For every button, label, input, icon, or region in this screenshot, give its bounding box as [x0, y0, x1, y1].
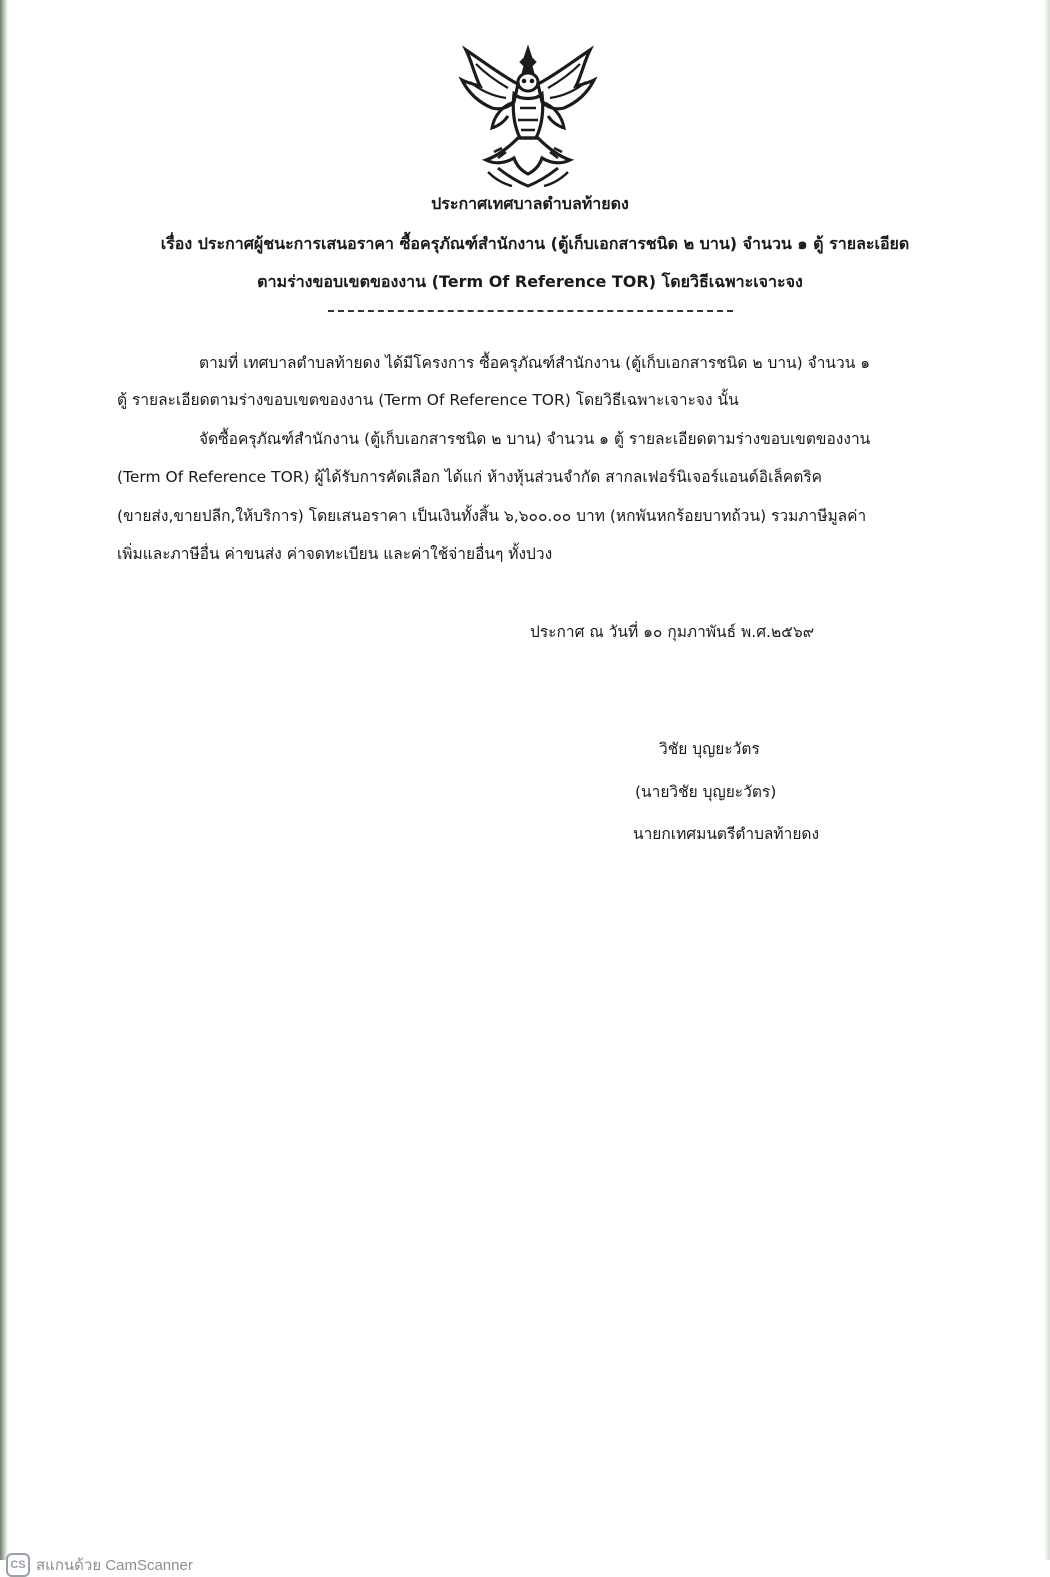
subject-line-2: ตามร่างขอบเขตของงาน (Term Of Reference TOR) โดยวิธีเฉพาะเจาะจง	[257, 272, 803, 291]
paragraph-2-line-1: จัดซื้อครุภัณฑ์สำนักงาน (ตู้เก็บเอกสารชนิด ๒ บาน) จำนวน ๑ ตู้ รายละเอียดตามร่างขอบเขตของงาน	[199, 430, 871, 448]
paragraph-1-line-2: ตู้ รายละเอียดตามร่างขอบเขตของงาน (Term Of Reference TOR) โดยวิธีเฉพาะเจาะจง นั้น	[117, 391, 739, 409]
signature-full-name: (นายวิชัย บุญยะวัตร)	[635, 783, 777, 801]
subject-line-1: เรื่อง ประกาศผู้ชนะการเสนอราคา ซื้อครุภัณฑ์สำนักงาน (ตู้เก็บเอกสารชนิด ๒ บาน) จำนวน ๑ ตู้ รายละเอียด	[160, 234, 910, 253]
signature-position: นายกเทศมนตรีตำบลท้ายดง	[633, 825, 820, 843]
paragraph-2-line-2: (Term Of Reference TOR) ผู้ได้รับการคัดเลือก ได้แก่ ห้างหุ้นส่วนจำกัด สากลเฟอร์นิเจอร์แอนด์อิเล็คตริค	[117, 468, 823, 486]
watermark-text: สแกนด้วย CamScanner	[36, 1557, 193, 1574]
paragraph-2-line-3: (ขายส่ง,ขายปลีก,ให้บริการ) โดยเสนอราคา เป็นเงินทั้งสิ้น ๖,๖๐๐.๐๐ บาท (หกพันหกร้อยบาทถ้วน) รวมภาษีมูลค่า	[117, 507, 867, 525]
scan-edge-left	[0, 0, 8, 1560]
paragraph-2-line-4: เพิ่มและภาษีอื่น ค่าขนส่ง ค่าจดทะเบียน และค่าใช้จ่ายอื่นๆ ทั้งปวง	[117, 545, 553, 563]
signature-name: วิชัย บุญยะวัตร	[659, 740, 760, 758]
garuda-emblem-icon	[458, 40, 598, 192]
camscanner-logo-icon: CS	[6, 1553, 30, 1577]
camscanner-watermark	[6, 1553, 193, 1577]
dashed-divider	[328, 310, 733, 312]
agency-title: ประกาศเทศบาลตำบลท้ายดง	[431, 194, 629, 213]
paragraph-1-line-1: ตามที่ เทศบาลตำบลท้ายดง ได้มีโครงการ ซื้อครุภัณฑ์สำนักงาน (ตู้เก็บเอกสารชนิด ๒ บาน) จำนวน ๑	[199, 354, 871, 372]
announcement-date: ประกาศ ณ วันที่ ๑๐ กุมภาพันธ์ พ.ศ.๒๕๖๙	[530, 623, 815, 641]
